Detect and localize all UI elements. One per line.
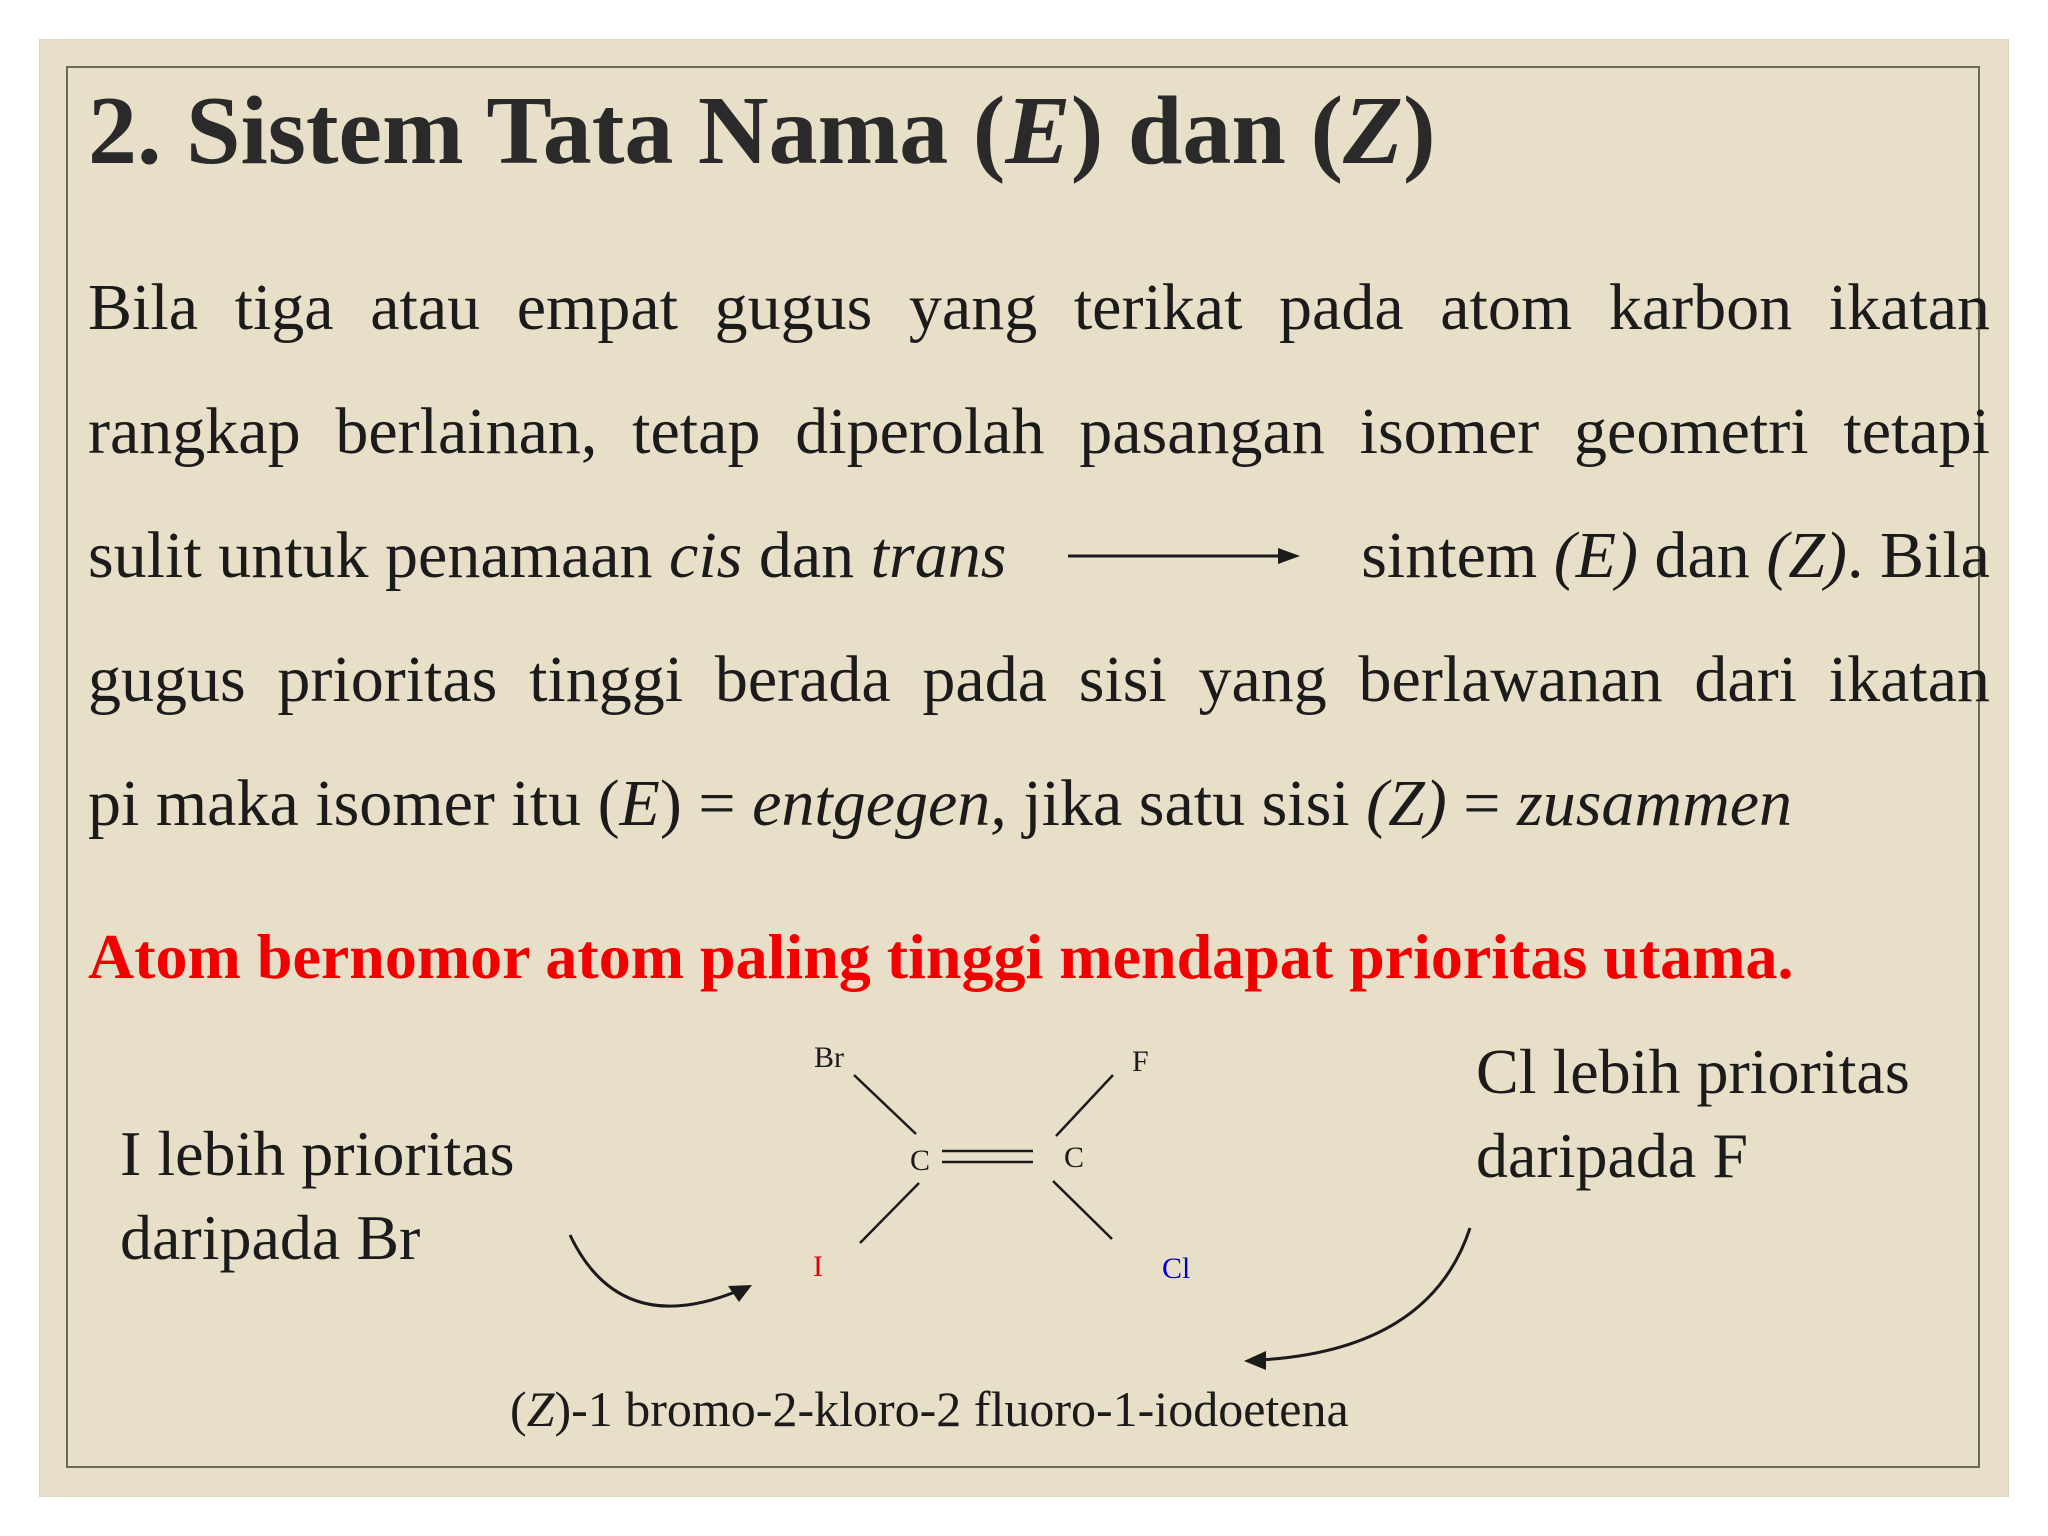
term-z: (Z) (1766, 519, 1847, 592)
term-entgegen: entgegen, (752, 767, 1007, 840)
left-note-line: I lebih prioritas (120, 1118, 515, 1189)
atom-br: Br (814, 1041, 844, 1074)
caption-z: Z (526, 1381, 555, 1437)
text: )-1 bromo-2-kloro-2 fluoro-1-iodoetena (554, 1381, 1349, 1437)
term-e: E (619, 767, 660, 840)
paragraph-line-2: rangkap berlainan, tetap diperolah pasangan isomer geometri tetapi (88, 395, 1990, 468)
text: ( (510, 1381, 527, 1437)
slide-title (88, 78, 1436, 186)
text: = (1446, 767, 1518, 840)
paragraph-line-3 (88, 494, 1990, 618)
right-note-line: daripada F (1476, 1120, 1748, 1191)
atom-f: F (1132, 1045, 1149, 1078)
text: . Bila (1846, 519, 1990, 592)
text: pi maka isomer itu ( (88, 767, 620, 840)
title-part: 2. Sistem Tata Nama ( (88, 77, 1006, 185)
term-z: (Z) (1366, 767, 1447, 840)
paragraph-line-4: gugus prioritas tinggi berada pada sisi yang berlawanan dari ikatan (88, 643, 1990, 716)
slide (40, 40, 2008, 1496)
title-z: Z (1343, 77, 1403, 185)
left-note (120, 1112, 515, 1280)
molecule-caption (510, 1380, 1349, 1438)
line3-right (1361, 494, 1990, 618)
text: sintem (1361, 519, 1554, 592)
paragraph-line-5 (88, 742, 1990, 866)
title-e: E (1005, 77, 1071, 185)
text: jika satu sisi (1006, 767, 1367, 840)
term-trans: trans (870, 519, 1007, 592)
title-part: ) dan ( (1070, 77, 1344, 185)
right-arrow-icon (1066, 541, 1302, 571)
text: sulit untuk penamaan (88, 519, 670, 592)
term-zusammen: zusammen (1517, 767, 1793, 840)
right-note (1476, 1030, 1910, 1198)
atom-i: I (813, 1250, 823, 1283)
text: ) = (659, 767, 753, 840)
priority-rule: Atom bernomor atom paling tinggi mendapat prioritas utama. (88, 921, 1794, 992)
atom-c-right: C (1064, 1141, 1085, 1174)
atom-c-left: C (910, 1144, 931, 1177)
right-note-line: Cl lebih prioritas (1476, 1036, 1910, 1107)
line3-left (88, 494, 1006, 618)
text: dan (742, 519, 871, 592)
atom-cl: Cl (1162, 1252, 1191, 1285)
term-cis: cis (669, 519, 743, 592)
paragraph-line-1: Bila tiga atau empat gugus yang terikat pada atom karbon ikatan (88, 271, 1990, 344)
text: dan (1638, 519, 1767, 592)
title-part: ) (1402, 77, 1436, 185)
term-e: (E) (1553, 519, 1639, 592)
left-note-line: daripada Br (120, 1202, 421, 1273)
